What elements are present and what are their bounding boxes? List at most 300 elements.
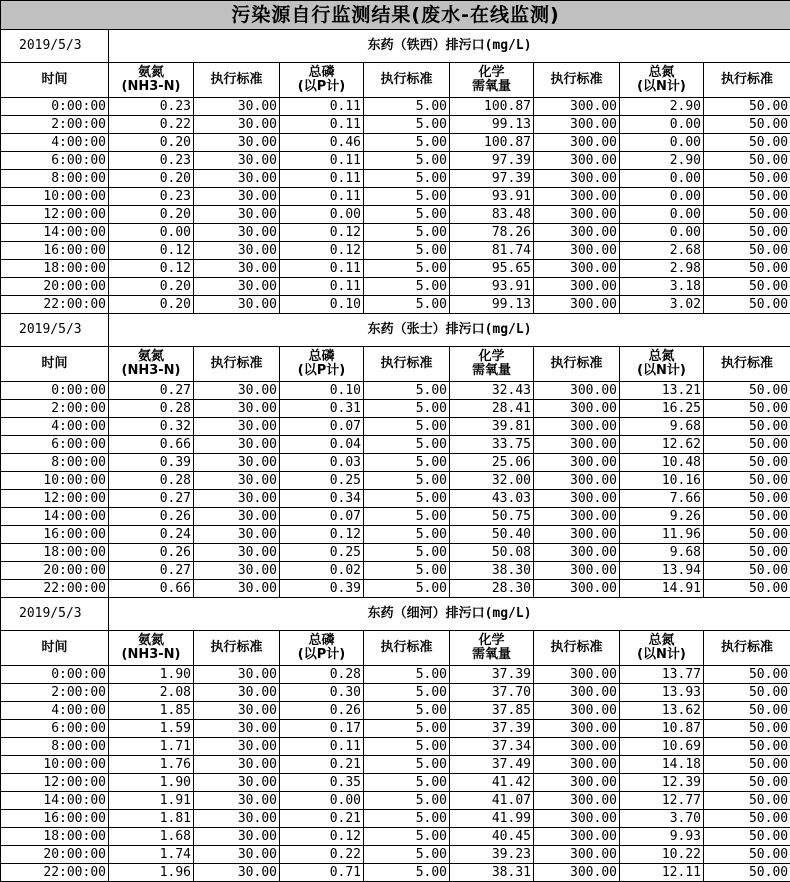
table-cell: 0.11 — [280, 738, 364, 756]
table-cell: 30.00 — [194, 134, 280, 152]
table-cell: 41.42 — [450, 774, 534, 792]
table-cell: 0.10 — [280, 382, 364, 400]
table-cell: 16.25 — [620, 400, 704, 418]
table-row — [1, 436, 790, 454]
table-cell: 300.00 — [534, 738, 620, 756]
table-cell: 50.00 — [704, 792, 790, 810]
table-row — [1, 98, 790, 116]
table-cell: 30.00 — [194, 792, 280, 810]
table-cell: 30.00 — [194, 756, 280, 774]
table-cell: 14.18 — [620, 756, 704, 774]
table-cell: 0.00 — [280, 206, 364, 224]
table-cell: 50.00 — [704, 864, 790, 882]
table-cell: 4:00:00 — [1, 702, 109, 720]
table-cell: 5.00 — [364, 864, 450, 882]
table-cell: 0.22 — [280, 846, 364, 864]
table-cell: 300.00 — [534, 116, 620, 134]
table-cell: 300.00 — [534, 792, 620, 810]
table-cell: 50.00 — [704, 508, 790, 526]
column-header: 执行标准 — [534, 347, 620, 382]
table-cell: 11.96 — [620, 526, 704, 544]
table-cell: 50.00 — [704, 98, 790, 116]
table-cell: 9.68 — [620, 544, 704, 562]
table-cell: 20:00:00 — [1, 846, 109, 864]
column-header: 执行标准 — [704, 63, 790, 98]
table-cell: 300.00 — [534, 454, 620, 472]
table-cell: 30.00 — [194, 864, 280, 882]
column-header-row — [1, 631, 790, 666]
table-cell: 13.77 — [620, 666, 704, 684]
table-cell: 300.00 — [534, 562, 620, 580]
table-cell: 2.90 — [620, 152, 704, 170]
table-cell: 0.35 — [280, 774, 364, 792]
table-cell: 16:00:00 — [1, 526, 109, 544]
table-cell: 10.16 — [620, 472, 704, 490]
table-cell: 5.00 — [364, 720, 450, 738]
table-cell: 99.13 — [450, 116, 534, 134]
table-cell: 3.02 — [620, 296, 704, 314]
table-cell: 12.39 — [620, 774, 704, 792]
table-cell: 5.00 — [364, 224, 450, 242]
table-row — [1, 580, 790, 598]
table-cell: 0:00:00 — [1, 382, 109, 400]
column-header: 氨氮 (NH3-N) — [109, 63, 194, 98]
table-cell: 28.30 — [450, 580, 534, 598]
table-cell: 37.39 — [450, 666, 534, 684]
table-cell: 2:00:00 — [1, 400, 109, 418]
table-cell: 93.91 — [450, 278, 534, 296]
table-cell: 2:00:00 — [1, 116, 109, 134]
table-cell: 5.00 — [364, 544, 450, 562]
table-cell: 30.00 — [194, 188, 280, 206]
table-cell: 50.00 — [704, 116, 790, 134]
table-cell: 22:00:00 — [1, 296, 109, 314]
column-header: 执行标准 — [364, 63, 450, 98]
table-cell: 5.00 — [364, 418, 450, 436]
table-cell: 12.62 — [620, 436, 704, 454]
table-cell: 50.00 — [704, 846, 790, 864]
table-cell: 300.00 — [534, 810, 620, 828]
column-header: 执行标准 — [364, 631, 450, 666]
table-cell: 8:00:00 — [1, 170, 109, 188]
table-cell: 0.11 — [280, 170, 364, 188]
table-cell: 0.00 — [620, 188, 704, 206]
table-cell: 30.00 — [194, 684, 280, 702]
table-cell: 13.21 — [620, 382, 704, 400]
table-row — [1, 562, 790, 580]
table-row — [1, 828, 790, 846]
table-cell: 30.00 — [194, 562, 280, 580]
table-cell: 22:00:00 — [1, 864, 109, 882]
outlet-name: 东药（张士）排污口(mg/L) — [109, 314, 790, 347]
table-cell: 50.40 — [450, 526, 534, 544]
table-cell: 50.00 — [704, 810, 790, 828]
table-cell: 0.20 — [109, 170, 194, 188]
table-cell: 81.74 — [450, 242, 534, 260]
table-cell: 5.00 — [364, 170, 450, 188]
table-cell: 300.00 — [534, 98, 620, 116]
table-cell: 0.26 — [109, 544, 194, 562]
table-cell: 0.12 — [280, 526, 364, 544]
table-cell: 0.00 — [620, 116, 704, 134]
outlet-name: 东药（细河）排污口(mg/L) — [109, 598, 790, 631]
table-cell: 30.00 — [194, 526, 280, 544]
table-row — [1, 738, 790, 756]
table-row — [1, 684, 790, 702]
table-cell: 1.76 — [109, 756, 194, 774]
table-cell: 0.12 — [280, 828, 364, 846]
table-cell: 0.03 — [280, 454, 364, 472]
table-row — [1, 206, 790, 224]
table-cell: 0.24 — [109, 526, 194, 544]
table-cell: 30.00 — [194, 418, 280, 436]
table-cell: 10.69 — [620, 738, 704, 756]
table-cell: 5.00 — [364, 206, 450, 224]
table-cell: 5.00 — [364, 828, 450, 846]
table-row — [1, 224, 790, 242]
table-cell: 3.70 — [620, 810, 704, 828]
table-cell: 30.00 — [194, 260, 280, 278]
table-cell: 50.00 — [704, 738, 790, 756]
table-cell: 50.00 — [704, 134, 790, 152]
table-cell: 0.21 — [280, 756, 364, 774]
table-cell: 33.75 — [450, 436, 534, 454]
table-cell: 41.07 — [450, 792, 534, 810]
table-cell: 0.12 — [280, 224, 364, 242]
table-row — [1, 116, 790, 134]
table-cell: 300.00 — [534, 296, 620, 314]
table-cell: 10:00:00 — [1, 756, 109, 774]
section-date: 2019/5/3 — [1, 598, 109, 631]
table-cell: 18:00:00 — [1, 544, 109, 562]
table-cell: 300.00 — [534, 864, 620, 882]
table-cell: 30.00 — [194, 846, 280, 864]
table-row — [1, 490, 790, 508]
table-row — [1, 472, 790, 490]
table-cell: 30.00 — [194, 170, 280, 188]
table-cell: 14.91 — [620, 580, 704, 598]
table-cell: 30.00 — [194, 382, 280, 400]
table-cell: 300.00 — [534, 206, 620, 224]
table-cell: 300.00 — [534, 544, 620, 562]
table-cell: 30.00 — [194, 152, 280, 170]
table-cell: 30.00 — [194, 738, 280, 756]
table-cell: 0.00 — [620, 224, 704, 242]
table-cell: 30.00 — [194, 436, 280, 454]
table-cell: 78.26 — [450, 224, 534, 242]
table-cell: 0.23 — [109, 152, 194, 170]
table-cell: 50.00 — [704, 580, 790, 598]
table-cell: 5.00 — [364, 98, 450, 116]
table-cell: 93.91 — [450, 188, 534, 206]
table-cell: 30.00 — [194, 544, 280, 562]
column-header: 执行标准 — [194, 63, 280, 98]
table-cell: 0.23 — [109, 98, 194, 116]
table-cell: 1.91 — [109, 792, 194, 810]
table-cell: 0.00 — [620, 134, 704, 152]
table-cell: 300.00 — [534, 702, 620, 720]
table-cell: 300.00 — [534, 224, 620, 242]
table-cell: 8:00:00 — [1, 454, 109, 472]
table-cell: 12:00:00 — [1, 206, 109, 224]
table-cell: 2.68 — [620, 242, 704, 260]
table-cell: 3.18 — [620, 278, 704, 296]
table-cell: 40.45 — [450, 828, 534, 846]
table-cell: 0:00:00 — [1, 98, 109, 116]
table-row — [1, 134, 790, 152]
table-cell: 12.11 — [620, 864, 704, 882]
table-cell: 5.00 — [364, 526, 450, 544]
table-cell: 39.23 — [450, 846, 534, 864]
table-cell: 0.04 — [280, 436, 364, 454]
table-cell: 0.12 — [109, 242, 194, 260]
table-cell: 300.00 — [534, 580, 620, 598]
table-cell: 32.00 — [450, 472, 534, 490]
column-header: 总磷 (以P计) — [280, 63, 364, 98]
table-cell: 37.85 — [450, 702, 534, 720]
table-cell: 0.11 — [280, 116, 364, 134]
table-cell: 0.26 — [109, 508, 194, 526]
table-cell: 50.00 — [704, 400, 790, 418]
table-cell: 18:00:00 — [1, 260, 109, 278]
title-row — [1, 1, 790, 30]
table-cell: 30.00 — [194, 720, 280, 738]
table-cell: 0.20 — [109, 278, 194, 296]
table-row — [1, 864, 790, 882]
column-header: 氨氮 (NH3-N) — [109, 631, 194, 666]
table-cell: 30.00 — [194, 242, 280, 260]
outlet-name: 东药（铁西）排污口(mg/L) — [109, 30, 790, 63]
table-cell: 0.20 — [109, 134, 194, 152]
table-cell: 30.00 — [194, 454, 280, 472]
table-cell: 0.27 — [109, 562, 194, 580]
table-cell: 10:00:00 — [1, 188, 109, 206]
column-header: 总氮 (以N计) — [620, 347, 704, 382]
column-header: 执行标准 — [704, 631, 790, 666]
column-header: 化学 需氧量 — [450, 63, 534, 98]
table-cell: 38.31 — [450, 864, 534, 882]
column-header: 总磷 (以P计) — [280, 631, 364, 666]
table-cell: 0.30 — [280, 684, 364, 702]
table-cell: 30.00 — [194, 206, 280, 224]
table-cell: 7.66 — [620, 490, 704, 508]
table-cell: 300.00 — [534, 400, 620, 418]
table-cell: 10.22 — [620, 846, 704, 864]
table-cell: 0.25 — [280, 544, 364, 562]
table-cell: 50.75 — [450, 508, 534, 526]
table-cell: 50.00 — [704, 684, 790, 702]
table-cell: 50.00 — [704, 472, 790, 490]
table-cell: 0.26 — [280, 702, 364, 720]
table-row — [1, 260, 790, 278]
table-cell: 6:00:00 — [1, 720, 109, 738]
table-cell: 300.00 — [534, 684, 620, 702]
table-cell: 0.23 — [109, 188, 194, 206]
table-cell: 300.00 — [534, 720, 620, 738]
column-header: 时间 — [1, 63, 109, 98]
table-cell: 300.00 — [534, 152, 620, 170]
table-cell: 5.00 — [364, 134, 450, 152]
table-cell: 12:00:00 — [1, 490, 109, 508]
table-cell: 30.00 — [194, 810, 280, 828]
table-cell: 50.00 — [704, 526, 790, 544]
table-cell: 5.00 — [364, 490, 450, 508]
table-cell: 1.59 — [109, 720, 194, 738]
table-cell: 300.00 — [534, 828, 620, 846]
table-cell: 5.00 — [364, 436, 450, 454]
table-cell: 5.00 — [364, 400, 450, 418]
table-cell: 0.00 — [620, 170, 704, 188]
table-cell: 9.93 — [620, 828, 704, 846]
table-cell: 4:00:00 — [1, 418, 109, 436]
table-cell: 300.00 — [534, 846, 620, 864]
table-cell: 1.71 — [109, 738, 194, 756]
column-header: 执行标准 — [534, 63, 620, 98]
table-cell: 300.00 — [534, 188, 620, 206]
table-cell: 0.12 — [109, 260, 194, 278]
table-cell: 5.00 — [364, 810, 450, 828]
table-cell: 0.11 — [280, 278, 364, 296]
table-cell: 300.00 — [534, 242, 620, 260]
table-cell: 0.27 — [109, 490, 194, 508]
table-cell: 10.87 — [620, 720, 704, 738]
table-cell: 2.08 — [109, 684, 194, 702]
table-cell: 0.11 — [280, 260, 364, 278]
table-cell: 1.90 — [109, 666, 194, 684]
table-cell: 5.00 — [364, 738, 450, 756]
table-row — [1, 242, 790, 260]
table-cell: 300.00 — [534, 134, 620, 152]
table-cell: 2:00:00 — [1, 684, 109, 702]
table-cell: 9.68 — [620, 418, 704, 436]
table-cell: 5.00 — [364, 188, 450, 206]
table-cell: 5.00 — [364, 580, 450, 598]
column-header: 执行标准 — [534, 631, 620, 666]
table-cell: 300.00 — [534, 666, 620, 684]
table-cell: 300.00 — [534, 774, 620, 792]
table-cell: 5.00 — [364, 296, 450, 314]
table-row — [1, 544, 790, 562]
table-cell: 32.43 — [450, 382, 534, 400]
table-cell: 300.00 — [534, 170, 620, 188]
table-cell: 100.87 — [450, 98, 534, 116]
table-cell: 0.12 — [280, 242, 364, 260]
table-cell: 30.00 — [194, 702, 280, 720]
table-cell: 50.00 — [704, 756, 790, 774]
table-cell: 13.94 — [620, 562, 704, 580]
table-cell: 25.06 — [450, 454, 534, 472]
table-row — [1, 508, 790, 526]
table-cell: 12.77 — [620, 792, 704, 810]
column-header: 化学 需氧量 — [450, 347, 534, 382]
table-cell: 300.00 — [534, 382, 620, 400]
table-cell: 30.00 — [194, 296, 280, 314]
table-cell: 37.70 — [450, 684, 534, 702]
table-cell: 30.00 — [194, 116, 280, 134]
table-cell: 30.00 — [194, 224, 280, 242]
table-row — [1, 152, 790, 170]
table-cell: 6:00:00 — [1, 152, 109, 170]
table-cell: 0.66 — [109, 436, 194, 454]
table-cell: 14:00:00 — [1, 792, 109, 810]
table-cell: 50.00 — [704, 206, 790, 224]
table-row — [1, 400, 790, 418]
table-cell: 41.99 — [450, 810, 534, 828]
table-cell: 50.00 — [704, 382, 790, 400]
table-cell: 95.65 — [450, 260, 534, 278]
table-cell: 300.00 — [534, 526, 620, 544]
column-header: 执行标准 — [364, 347, 450, 382]
table-cell: 5.00 — [364, 562, 450, 580]
table-cell: 300.00 — [534, 278, 620, 296]
table-cell: 5.00 — [364, 508, 450, 526]
table-cell: 50.00 — [704, 188, 790, 206]
table-cell: 0.22 — [109, 116, 194, 134]
table-cell: 30.00 — [194, 774, 280, 792]
section-header-row — [1, 598, 790, 631]
table-row — [1, 278, 790, 296]
table-cell: 0.71 — [280, 864, 364, 882]
table-cell: 300.00 — [534, 756, 620, 774]
table-cell: 2.90 — [620, 98, 704, 116]
table-row — [1, 792, 790, 810]
table-cell: 37.39 — [450, 720, 534, 738]
table-cell: 14:00:00 — [1, 224, 109, 242]
table-cell: 30.00 — [194, 508, 280, 526]
table-cell: 50.00 — [704, 702, 790, 720]
table-cell: 0.20 — [109, 206, 194, 224]
section-date: 2019/5/3 — [1, 30, 109, 63]
table-cell: 0.28 — [280, 666, 364, 684]
table-cell: 38.30 — [450, 562, 534, 580]
table-cell: 5.00 — [364, 774, 450, 792]
table-cell: 0.39 — [280, 580, 364, 598]
table-cell: 0.66 — [109, 580, 194, 598]
table-cell: 30.00 — [194, 490, 280, 508]
table-cell: 6:00:00 — [1, 436, 109, 454]
table-cell: 50.00 — [704, 418, 790, 436]
table-cell: 0.07 — [280, 418, 364, 436]
table-cell: 30.00 — [194, 472, 280, 490]
table-cell: 300.00 — [534, 490, 620, 508]
table-cell: 50.00 — [704, 260, 790, 278]
table-cell: 50.00 — [704, 454, 790, 472]
table-cell: 300.00 — [534, 436, 620, 454]
table-cell: 5.00 — [364, 472, 450, 490]
table-cell: 13.93 — [620, 684, 704, 702]
table-cell: 18:00:00 — [1, 828, 109, 846]
column-header: 时间 — [1, 347, 109, 382]
column-header: 总磷 (以P计) — [280, 347, 364, 382]
table-row — [1, 666, 790, 684]
section-date: 2019/5/3 — [1, 314, 109, 347]
table-cell: 97.39 — [450, 152, 534, 170]
table-cell: 5.00 — [364, 382, 450, 400]
table-cell: 0.00 — [109, 224, 194, 242]
table-cell: 5.00 — [364, 756, 450, 774]
table-cell: 5.00 — [364, 278, 450, 296]
table-cell: 0.28 — [109, 400, 194, 418]
table-cell: 30.00 — [194, 580, 280, 598]
table-cell: 83.48 — [450, 206, 534, 224]
table-cell: 30.00 — [194, 400, 280, 418]
table-cell: 0.00 — [620, 206, 704, 224]
column-header-row — [1, 63, 790, 98]
table-row — [1, 188, 790, 206]
table-row — [1, 756, 790, 774]
table-cell: 1.68 — [109, 828, 194, 846]
column-header: 总氮 (以N计) — [620, 63, 704, 98]
